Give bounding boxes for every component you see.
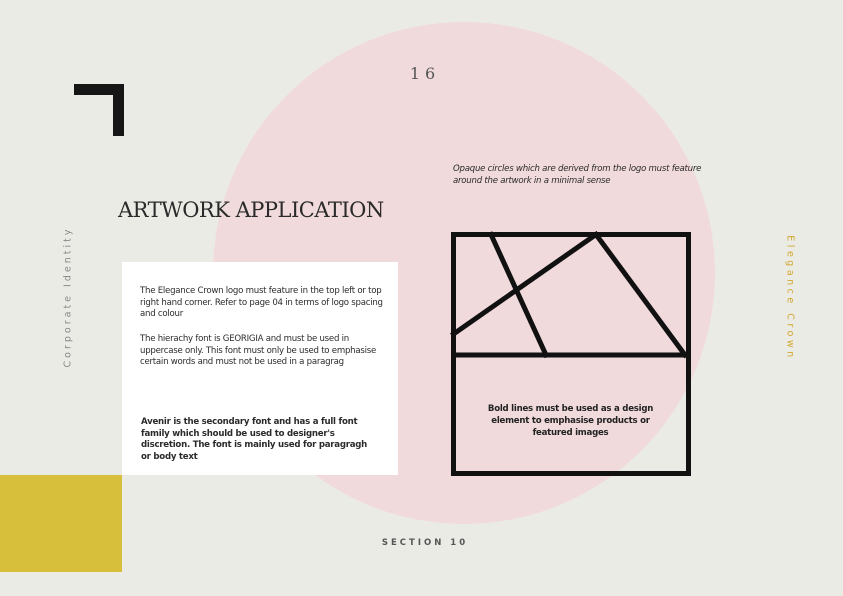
diagonal-line-3: [596, 235, 685, 356]
bold-lines-frame: [450, 231, 692, 476]
corner-bracket-icon: [74, 84, 124, 136]
page-number: 16: [409, 64, 441, 83]
circles-caption: Opaque circles which are derived from the logo must feature around the artwork in a minimal sense: [453, 164, 702, 186]
diagonal-line-2: [454, 235, 597, 335]
logo-placement-paragraph: The Elegance Crown logo must feature in the top left or top right hand corner. Refer to page 04 in terms of logo spacing and colour: [140, 286, 383, 319]
yellow-color-block: [0, 475, 122, 572]
page-title: ARTWORK APPLICATION: [118, 198, 384, 222]
hierarchy-font-paragraph: The hierachy font is GEORIGIA and must be used in uppercase only. This font must only be used to emphasise certain words and must not be used in a paragrag: [140, 334, 377, 367]
diagonal-line-1: [491, 235, 546, 356]
section-label: SECTION 10: [381, 538, 469, 548]
guideline-text-box: [122, 262, 398, 475]
bold-lines-caption: Bold lines must be used as a design element to emphasise products or featured images: [487, 404, 654, 438]
secondary-font-paragraph: Avenir is the secondary font and has a full font family which should be used to designer's discretion. The font is mainly used for paragragh or body text: [141, 417, 368, 462]
side-label-corporate-identity: Corporate Identity: [62, 226, 74, 368]
side-label-elegance-crown: Elegance Crown: [784, 235, 796, 361]
